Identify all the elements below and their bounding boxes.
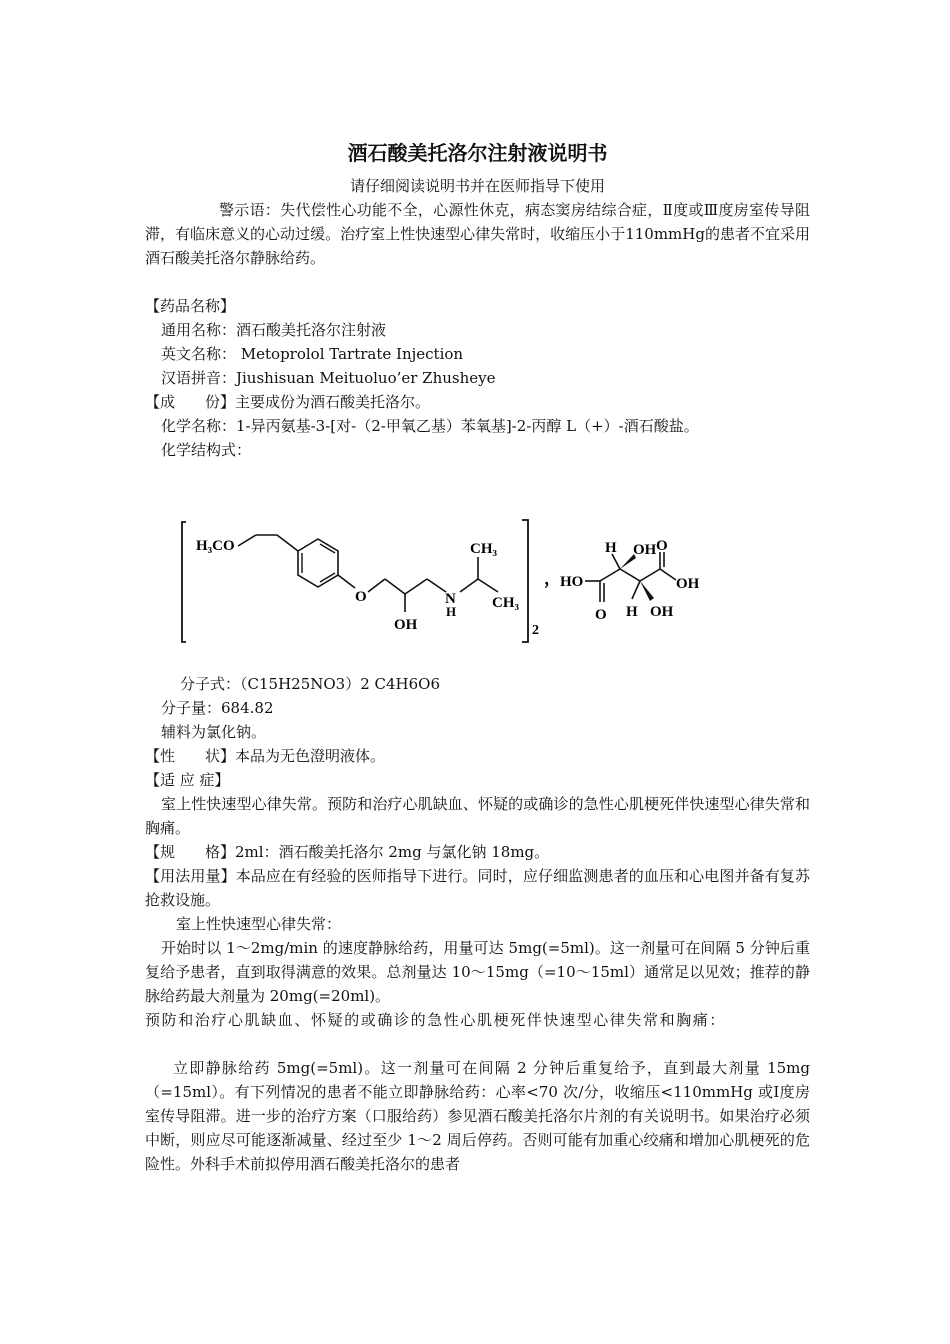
usage-subheading-1: 室上性快速型心律失常： [176, 915, 342, 933]
right-bracket [522, 520, 528, 642]
structure-label: 化学结构式： [161, 441, 252, 459]
label-ch3-top: CH₃ [470, 541, 497, 557]
excipient: 辅料为氯化钠。 [161, 723, 267, 741]
indication-text: 室上性快速型心律失常。预防和治疗心肌缺血、怀疑的或确诊的急性心肌梗死伴快速型心律失常和胸痛。 [145, 795, 810, 837]
bond [612, 554, 620, 569]
label-o-top: O [656, 538, 668, 554]
bond [640, 569, 660, 581]
label-n: N [445, 591, 456, 607]
molecular-weight: 分子量：684.82 [161, 699, 274, 717]
label-ho: HO [560, 574, 584, 590]
label-h3co: H₃CO [196, 538, 235, 554]
label-oh-bottom: OH [650, 604, 674, 620]
label-o-bottom: O [595, 607, 607, 623]
label-oh-right: OH [676, 576, 700, 592]
chemical-structure-drawing [180, 462, 780, 672]
section-indication: 【适 应 症】 [145, 771, 230, 789]
section-composition: 【成 份】主要成份为酒石酸美托洛尔。 [145, 393, 431, 411]
section-drug-name: 【药品名称】 [145, 297, 236, 315]
subscript-2: 2 [532, 623, 539, 638]
blank-line [145, 1032, 810, 1056]
bond [460, 579, 478, 592]
label-h-bottom: H [626, 604, 638, 620]
section-usage: 【用法用量】本品应在有经验的医师指导下进行。同时，应仔细监测患者的血压和心电图并备有复苏抢救设施。 [145, 867, 810, 909]
chemical-structure [180, 462, 810, 672]
bond [660, 569, 676, 580]
bond [600, 569, 620, 581]
usage-paragraph-1: 开始时以 1～2mg/min 的速度静脉给药，用量可达 5mg(=5ml)。这一剂量可在间隔 5 分钟后重复给予患者，直到取得满意的效果。总剂量达 10～15mg（=10～15ml）通常足以见效；推荐的静脉给药最大剂量为 20mg(=20ml)。 [145, 939, 810, 1005]
pinyin-name: 汉语拼音：Jiushisuan Meituoluo’er Zhusheye [161, 369, 496, 387]
wedge-bond [640, 581, 654, 601]
usage-subheading-2: 预防和治疗心肌缺血、怀疑的或确诊的急性心肌梗死伴快速型心律失常和胸痛： [145, 1011, 727, 1029]
bond [338, 575, 355, 588]
section-character: 【性 状】本品为无色澄明液体。 [145, 747, 386, 765]
generic-name: 通用名称：酒石酸美托洛尔注射液 [161, 321, 387, 339]
warning-paragraph: 警示语：失代偿性心功能不全，心源性休克，病态窦房结综合症，Ⅱ度或Ⅲ度房室传导阻滞，有临床意义的心动过缓。治疗室上性快速型心律失常时，收缩压小于110mmHg的患者不宜采用酒石酸美托洛尔静脉给药。 [145, 201, 810, 267]
chemical-name: 化学名称：1-异丙氨基-3-[对-（2-甲氧乙基）苯氧基]-2-丙醇 L（+）-酒石酸盐。 [161, 417, 699, 435]
molecular-formula: 分子式：（C15H25NO3）2 C4H6O6 [180, 675, 440, 693]
bond [427, 579, 446, 592]
comma: ， [544, 569, 561, 588]
usage-paragraph-2: 立即静脉给药 5mg(=5ml)。这一剂量可在间隔 2 分钟后重复给予，直到最大剂量 15mg（=15ml）。有下列情况的患者不能立即静脉给药：心率<70 次/分，收缩压<110mmHg 或Ⅰ度房室传导阻滞。进一步的治疗方案（口服给药）参见酒石酸美托洛尔片剂的有关说明书。如果治疗必须中断，则应尽可能逐渐减量、经过至少 1～2 周后停药。否则可能有加重心绞痛和增加心肌梗死的危险性。外科手术前拟停用酒石酸美托洛尔的患者 [145, 1059, 810, 1173]
english-name: 英文名称： Metoprolol Tartrate Injection [161, 345, 464, 363]
bond [478, 579, 498, 592]
label-h-top: H [605, 540, 617, 556]
bond [238, 535, 256, 546]
document-subtitle: 请仔细阅读说明书并在医师指导下使用 [349, 177, 605, 195]
bond [385, 579, 405, 594]
bond [632, 581, 640, 599]
label-nh: H [446, 604, 457, 619]
left-bracket [182, 522, 186, 642]
label-oh: OH [394, 617, 418, 633]
document-title: 酒石酸美托洛尔注射液说明书 [347, 141, 608, 165]
label-ch3-right: CH₃ [492, 595, 519, 611]
document-page [145, 136, 810, 1176]
bond [277, 535, 298, 551]
blank-line [145, 270, 810, 294]
label-oh-top: OH [633, 542, 657, 558]
bond [368, 579, 385, 592]
section-spec: 【规 格】2ml：酒石酸美托洛尔 2mg 与氯化钠 18mg。 [145, 843, 550, 861]
label-o: O [355, 589, 367, 605]
bond [620, 569, 640, 581]
bond [405, 579, 427, 594]
benzene-ring [298, 539, 338, 587]
